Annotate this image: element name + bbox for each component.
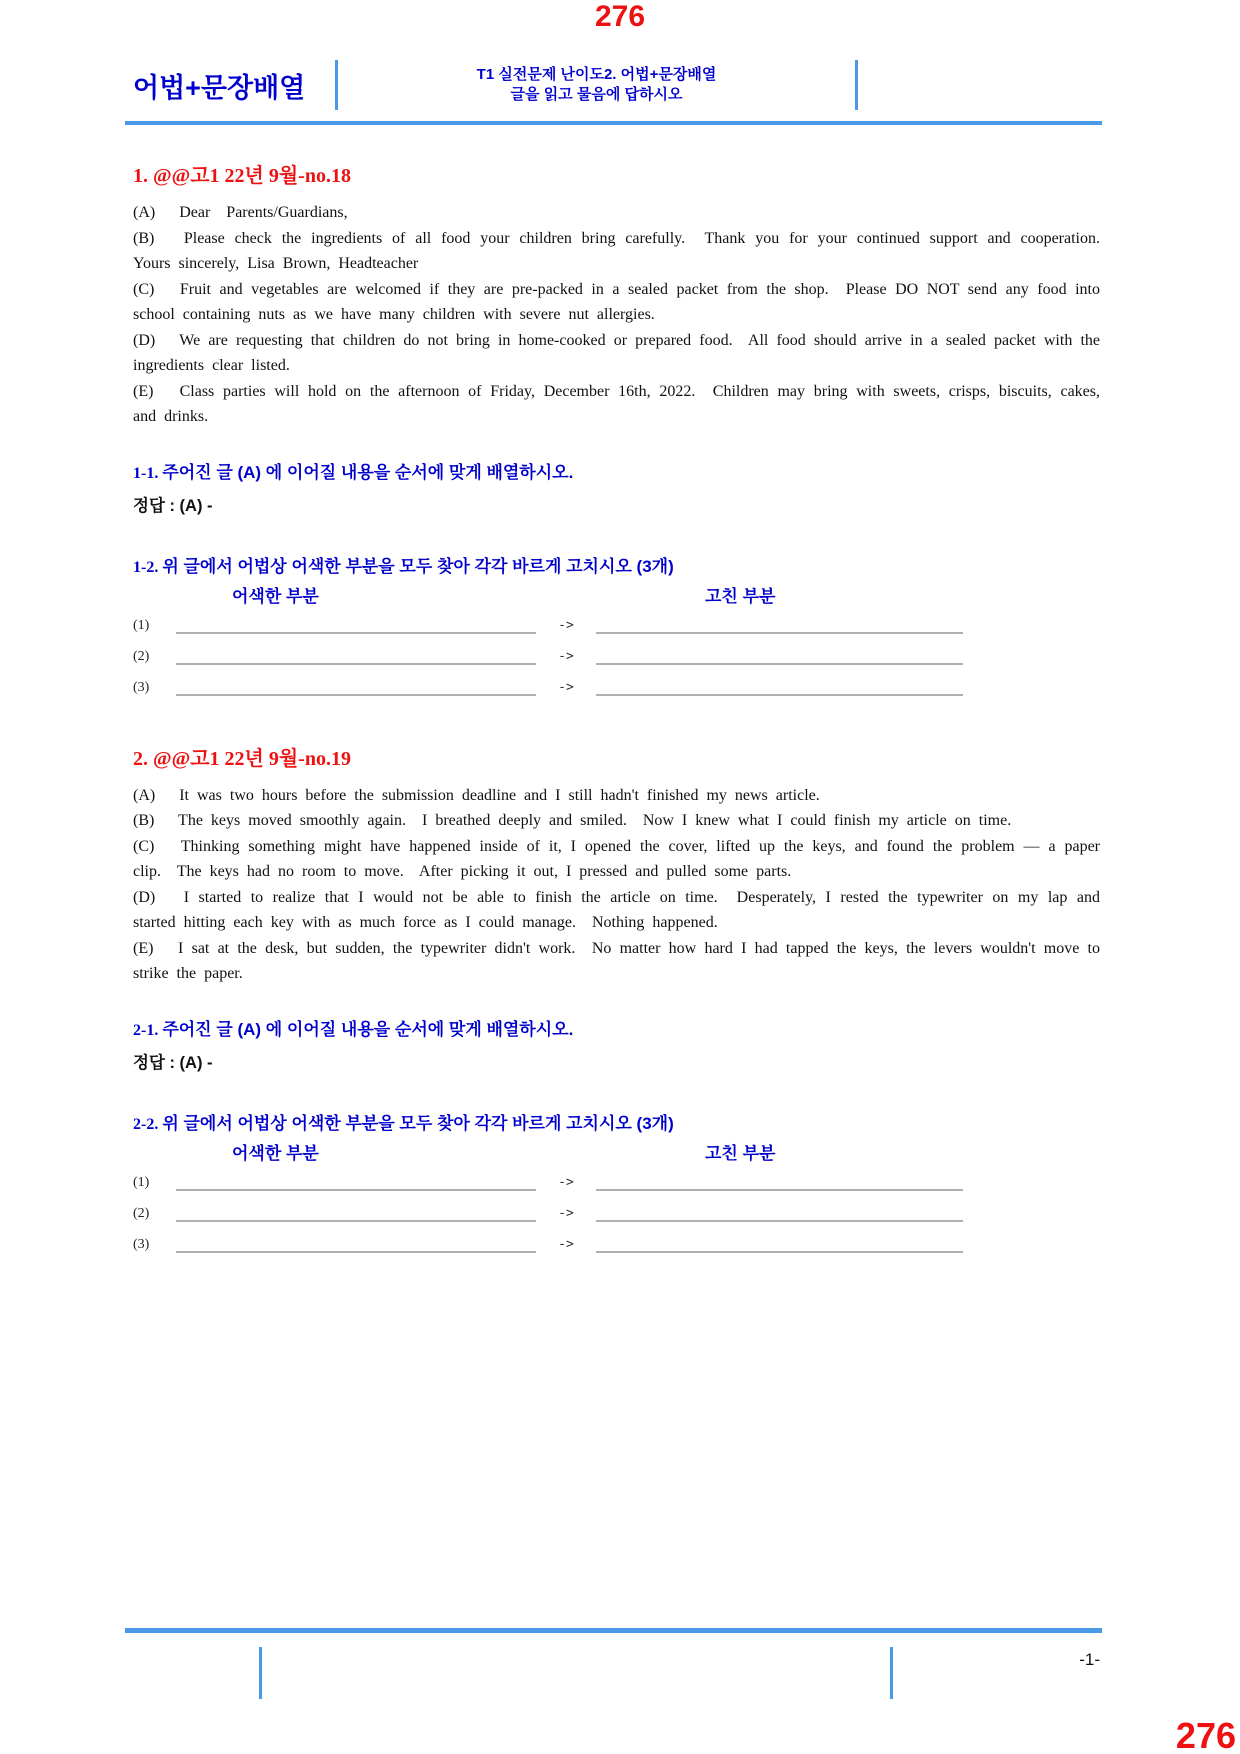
answer-row-2	[133, 1204, 1100, 1222]
answer-key-line: 정답 : (A) -	[133, 1053, 213, 1072]
answer-row-3	[133, 1235, 1100, 1253]
footer-tick-right	[890, 1647, 893, 1699]
passage-paragraph-e: (E) I sat at the desk, but sudden, the typewriter didn't work. No matter how hard I had tapped the keys, the levers wouldn't move to strike the paper.	[133, 939, 1108, 982]
answer-row-3	[133, 678, 1100, 696]
header-subtitle-line2: 글을 읽고 물음에 답하시오	[510, 86, 683, 103]
wrong-part-blank	[176, 616, 536, 634]
corrected-part-blank	[596, 647, 963, 665]
passage-paragraph-e: (E) Class parties will hold on the afternoon of Friday, December 16th, 2022. Children may bring with sweets, crisps, biscuits, cakes, and drinks.	[133, 382, 1108, 425]
wrong-part-blank	[176, 1173, 536, 1191]
corrected-part-blank	[596, 616, 963, 634]
subquestion-2-2-text: 위 글에서 어법상 어색한 부분을 모두 찾아 각각 바르게 고치시오 (3개)	[162, 1113, 674, 1133]
passage-paragraph-a: (A) It was two hours before the submission deadline and I still hadn't finished my news article.	[133, 786, 820, 804]
arrow-separator: ->	[558, 1236, 574, 1252]
arrow-separator: ->	[558, 617, 574, 633]
question-2-passage	[133, 783, 1108, 987]
column-header-wrong-part: 어색한 부분	[232, 586, 319, 606]
subquestion-1-2-text: 위 글에서 어법상 어색한 부분을 모두 찾아 각각 바르게 고치시오 (3개)	[162, 556, 674, 576]
answer-table-headers	[133, 1139, 1100, 1165]
wrong-part-blank	[176, 1204, 536, 1222]
worksheet-title: 어법+문장배열	[133, 72, 306, 103]
passage-paragraph-b: (B) The keys moved smoothly again. I breathed deeply and smiled. Now I knew what I could finish my article on time.	[133, 812, 1012, 829]
arrow-separator: ->	[558, 648, 574, 664]
subquestion-1-1-number: 1-1.	[133, 464, 159, 482]
wrong-part-blank	[176, 678, 536, 696]
corrected-part-blank	[596, 1204, 963, 1222]
question-1-title: 1. @@고1 22년 9월-no.18	[133, 165, 351, 187]
answer-row-number: (2)	[133, 1205, 150, 1221]
answer-table-headers	[133, 582, 1100, 608]
answer-row-1	[133, 1173, 1100, 1191]
page-number-bottom: 276	[1175, 1715, 1236, 1754]
wrong-part-blank	[176, 647, 536, 665]
corrected-part-blank	[596, 1235, 963, 1253]
footer-page-label: -1-	[1079, 1650, 1100, 1669]
subquestion-2-1-number: 2-1.	[133, 1021, 159, 1039]
answer-row-number: (2)	[133, 648, 150, 664]
column-header-corrected-part: 고친 부분	[705, 586, 776, 606]
page-number-top: 276	[594, 0, 646, 33]
subquestion-1-1	[133, 458, 1100, 483]
arrow-separator: ->	[558, 1205, 574, 1221]
subquestion-2-1-text: 주어진 글 (A) 에 이어질 내용을 순서에 맞게 배열하시오.	[162, 1019, 574, 1039]
column-header-corrected-part: 고친 부분	[705, 1143, 776, 1163]
passage-paragraph-a: (A) Dear Parents/Guardians,	[133, 204, 348, 221]
question-1-passage	[133, 200, 1116, 430]
answer-row-1	[133, 616, 1100, 634]
column-header-wrong-part: 어색한 부분	[232, 1143, 319, 1163]
header-subtitle	[338, 65, 855, 105]
question-1-section	[133, 163, 1116, 696]
arrow-separator: ->	[558, 679, 574, 695]
header-divider-right	[855, 60, 858, 110]
subquestion-1-1-text: 주어진 글 (A) 에 이어질 내용을 순서에 맞게 배열하시오.	[162, 462, 574, 482]
subquestion-2-2	[133, 1109, 1100, 1134]
passage-paragraph-d: (D) I started to realize that I would not be able to finish the article on time. Desperately, I rested the typewriter on my lap and started hitting each key with as much force as I could manage. Nothing happened.	[133, 888, 1108, 931]
answer-row-number: (1)	[133, 1174, 150, 1190]
arrow-separator: ->	[558, 1174, 574, 1190]
wrong-part-blank	[176, 1235, 536, 1253]
header-rule	[125, 121, 1102, 125]
header-subtitle-line1: T1 실전문제 난이도2. 어법+문장배열	[476, 66, 717, 83]
answer-row-2	[133, 647, 1100, 665]
answer-rows	[133, 616, 1100, 696]
passage-paragraph-c: (C) Thinking something might have happened inside of it, I opened the cover, lifted up the keys, and found the problem — a paper clip. The keys had no room to move. After picking it out, I pressed and pulled some parts.	[133, 837, 1108, 880]
corrected-part-blank	[596, 678, 963, 696]
subquestion-2-1	[133, 1015, 1100, 1040]
question-2-title: 2. @@고1 22년 9월-no.19	[133, 747, 351, 770]
answer-row-number: (3)	[133, 1236, 150, 1252]
subquestion-1-2	[133, 552, 1100, 577]
passage-paragraph-d: (D) We are requesting that children do not bring in home-cooked or prepared food. All food should arrive in a sealed packet with the ingredients clear listed.	[133, 331, 1108, 374]
passage-paragraph-c: (C) Fruit and vegetables are welcomed if they are pre-packed in a sealed packet from the shop. Please DO NOT send any food into school containing nuts as we have many children with severe nut allergies.	[133, 280, 1108, 323]
passage-paragraph-b: (B) Please check the ingredients of all food your children bring carefully. Thank you for your continued support and cooperation. Yours sincerely, Lisa Brown, Headteacher	[133, 229, 1116, 272]
footer-rule	[125, 1628, 1102, 1633]
answer-row-number: (1)	[133, 617, 150, 633]
corrected-part-blank	[596, 1173, 963, 1191]
answer-row-number: (3)	[133, 679, 150, 695]
worksheet-header	[133, 58, 1100, 112]
footer-tick-left	[259, 1647, 262, 1699]
subquestion-1-2-number: 1-2.	[133, 558, 159, 576]
answer-key-line: 정답 : (A) -	[133, 496, 213, 515]
question-2-section	[133, 746, 1108, 1253]
subquestion-2-2-number: 2-2.	[133, 1115, 159, 1133]
answer-rows	[133, 1173, 1100, 1253]
